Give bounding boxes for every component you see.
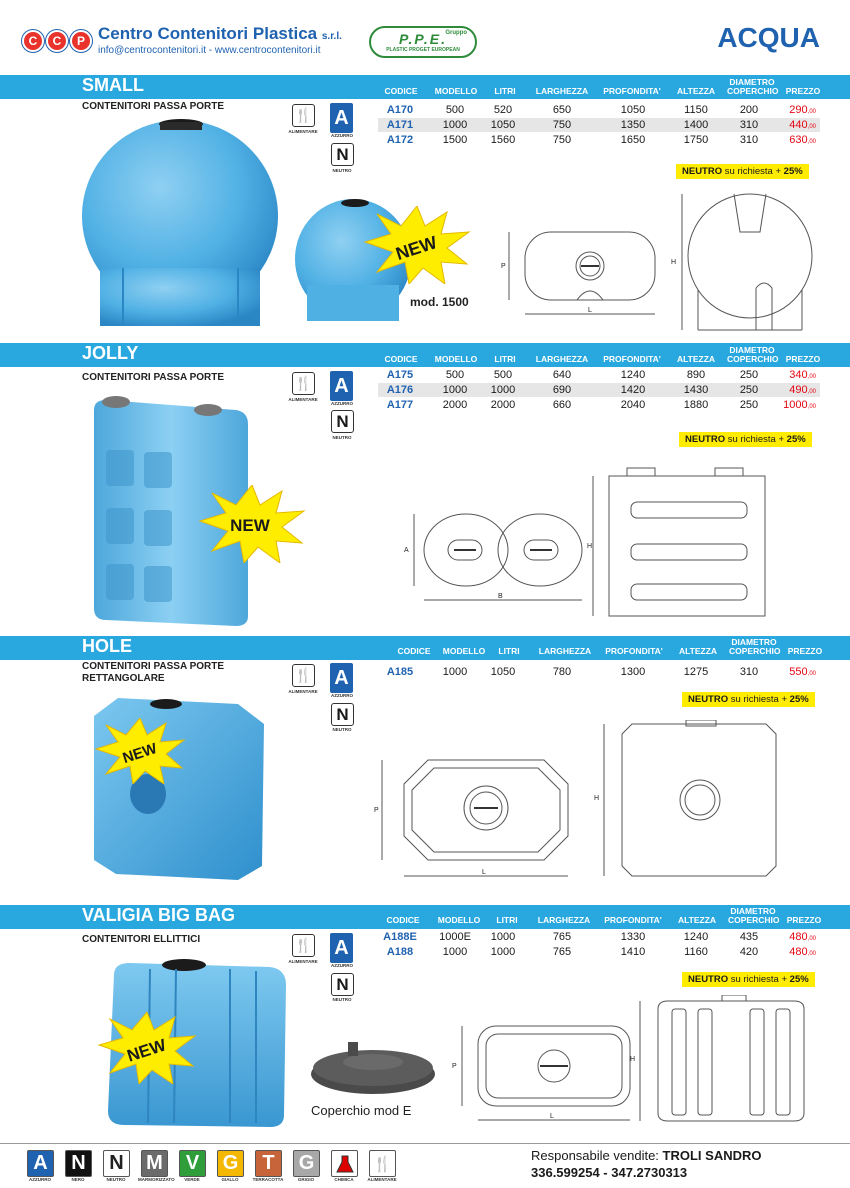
col-diametro xyxy=(727,346,777,364)
cell-modello: 1000 xyxy=(442,666,468,678)
col-prezzo: PREZZO xyxy=(785,354,821,364)
cell-prezzo xyxy=(774,368,816,384)
cell-modello: 1500 xyxy=(442,134,468,146)
price-suffix: ,00 xyxy=(807,374,816,380)
cell-litri: 1000 xyxy=(490,946,516,958)
alimentare-icon: 🍴 xyxy=(292,104,315,127)
col-profondita: PROFONDITA' xyxy=(603,354,661,364)
alimentare-label: ALIMENTARE xyxy=(288,397,318,402)
neutro-label: NEUTRO xyxy=(332,435,352,440)
alimentare-label: ALIMENTARE xyxy=(288,689,318,694)
ccp-logo-letter: C xyxy=(22,30,44,52)
price-value: 290 xyxy=(789,104,808,116)
company-name xyxy=(98,24,342,44)
cell-prezzo xyxy=(774,118,816,134)
section-subtitle-small: CONTENITORI PASSA PORTE xyxy=(82,101,225,112)
cell-codice: A188E xyxy=(383,931,417,943)
new-label: NEW xyxy=(124,1035,169,1066)
cell-litri: 1000 xyxy=(490,931,516,943)
drawing-front-small xyxy=(668,190,818,340)
neutro-word: NEUTRO xyxy=(688,694,729,705)
col-altezza: ALTEZZA xyxy=(677,915,717,925)
cell-codice: A171 xyxy=(386,119,414,131)
cell-modello: 1000 xyxy=(442,119,468,131)
col-diametro-line2: COPERCHIO xyxy=(729,646,781,656)
cell-diametro: 435 xyxy=(739,931,759,943)
col-diametro-line2: COPERCHIO xyxy=(728,915,780,925)
legend-icon-chimica xyxy=(331,1150,358,1177)
cell-diametro: 250 xyxy=(739,384,759,396)
ppe-gruppo: Gruppo xyxy=(445,30,467,36)
new-badge-small xyxy=(363,206,471,284)
col-altezza: ALTEZZA xyxy=(676,86,716,96)
section-title-hole: HOLE xyxy=(82,636,133,656)
cell-litri: 500 xyxy=(493,369,513,381)
phone-numbers[interactable]: 336.599254 - 347.2730313 xyxy=(531,1165,688,1180)
legend-icon-neutro: N xyxy=(103,1150,130,1177)
dim-l: L xyxy=(588,307,592,314)
tank-image-small-large xyxy=(78,118,288,333)
price-value: 630 xyxy=(789,134,808,146)
section-subtitle-valigia: CONTENITORI ELLITTICI xyxy=(82,934,201,945)
cell-prezzo xyxy=(774,103,816,119)
neutro-text: su richiesta + xyxy=(730,694,788,705)
col-prezzo: PREZZO xyxy=(787,646,823,656)
cell-modello: 1000E xyxy=(439,931,471,943)
cell-litri: 1560 xyxy=(490,134,516,146)
dim-h: H xyxy=(594,795,600,802)
cell-profondita: 1350 xyxy=(620,119,646,131)
legend-label: ALIMENTARE xyxy=(367,1177,397,1182)
price-suffix: ,00 xyxy=(807,389,816,395)
col-litri: LITRI xyxy=(496,915,518,925)
cell-modello: 1000 xyxy=(442,384,468,396)
col-diametro xyxy=(729,638,779,656)
cell-larghezza: 780 xyxy=(552,666,572,678)
sales-manager-label: Responsabile vendite: xyxy=(531,1148,659,1163)
subtitle-line2: RETTANGOLARE xyxy=(82,673,165,684)
cell-diametro: 250 xyxy=(739,369,759,381)
cell-profondita: 1300 xyxy=(620,666,646,678)
table-row xyxy=(378,368,820,382)
alimentare-icon: 🍴 xyxy=(292,372,315,395)
neutro-icon: N xyxy=(331,703,354,726)
azzurro-icon: A xyxy=(330,103,353,133)
price-value: 490 xyxy=(789,384,808,396)
legend-icon-giallo: G xyxy=(217,1150,244,1177)
cell-codice: A185 xyxy=(386,666,414,678)
drawing-front-valigia xyxy=(628,995,808,1127)
alimentare-icon: 🍴 xyxy=(292,934,315,957)
neutro-text: su richiesta + xyxy=(727,434,785,445)
neutro-label: NEUTRO xyxy=(332,997,352,1002)
dim-l: L xyxy=(482,869,486,876)
price-value: 1000 xyxy=(783,399,808,411)
col-prezzo: PREZZO xyxy=(785,86,821,96)
cell-profondita: 1650 xyxy=(620,134,646,146)
price-suffix: ,00 xyxy=(807,124,816,130)
price-suffix: ,00 xyxy=(807,951,816,957)
neutro-note-jolly xyxy=(679,432,812,447)
legend-label: GRIGIO xyxy=(297,1177,315,1182)
col-diametro-line1: DIAMETRO xyxy=(729,345,775,355)
ppe-logo xyxy=(369,26,477,58)
footer-divider xyxy=(0,1143,850,1144)
cell-diametro: 310 xyxy=(739,134,759,146)
dim-h: H xyxy=(671,259,677,266)
ccp-logo-letter: P xyxy=(70,30,92,52)
col-diametro-line1: DIAMETRO xyxy=(729,77,775,87)
cell-prezzo xyxy=(774,945,816,961)
cell-altezza: 1160 xyxy=(684,946,708,958)
neutro-icon: N xyxy=(331,410,354,433)
price-suffix: ,00 xyxy=(807,671,816,677)
legend-label: VERDE xyxy=(184,1177,200,1182)
alimentare-icon: 🍴 xyxy=(292,664,315,687)
dim-p: P xyxy=(374,807,379,814)
col-prezzo: PREZZO xyxy=(786,915,822,925)
cell-altezza: 1750 xyxy=(683,134,709,146)
neutro-text: su richiesta + xyxy=(724,166,782,177)
company-suffix: s.r.l. xyxy=(321,31,342,42)
azzurro-label: AZZURRO xyxy=(331,963,353,968)
col-diametro xyxy=(728,907,778,925)
new-badge-valigia xyxy=(97,1012,197,1084)
dim-l: L xyxy=(550,1113,554,1120)
cell-prezzo xyxy=(774,930,816,946)
table-row xyxy=(378,383,820,397)
cell-litri: 1050 xyxy=(490,666,516,678)
cell-modello: 2000 xyxy=(442,399,468,411)
cell-litri: 2000 xyxy=(490,399,516,411)
col-larghezza: LARGHEZZA xyxy=(535,86,589,96)
cell-prezzo xyxy=(774,133,816,149)
azzurro-icon: A xyxy=(330,933,353,963)
cell-altezza: 1430 xyxy=(683,384,709,396)
neutro-pct: 25% xyxy=(789,974,809,985)
cell-prezzo xyxy=(774,665,816,681)
cell-diametro: 420 xyxy=(739,946,759,958)
cell-codice: A177 xyxy=(386,399,414,411)
col-diametro-line2: COPERCHIO xyxy=(727,354,779,364)
col-altezza: ALTEZZA xyxy=(678,646,718,656)
cell-diametro: 310 xyxy=(739,666,759,678)
price-value: 440 xyxy=(789,119,808,131)
drawing-top-valigia xyxy=(448,1020,638,1132)
cell-codice: A175 xyxy=(386,369,414,381)
cell-larghezza: 660 xyxy=(552,399,572,411)
col-litri: LITRI xyxy=(494,86,516,96)
legend-icon-nero: N xyxy=(65,1150,92,1177)
new-label: NEW xyxy=(393,232,440,265)
col-diametro xyxy=(727,78,777,96)
col-modello: MODELLO xyxy=(442,646,486,656)
ccp-logo-letter: C xyxy=(46,30,68,52)
price-suffix: ,00 xyxy=(807,404,816,410)
cell-diametro: 200 xyxy=(739,104,759,116)
sales-manager-name: TROLI SANDRO xyxy=(662,1148,762,1163)
new-badge-hole xyxy=(94,718,186,784)
drawing-top-hole xyxy=(372,752,584,882)
legend-label: NERO xyxy=(71,1177,85,1182)
col-diametro-line2: COPERCHIO xyxy=(727,86,779,96)
dim-b: B xyxy=(498,593,503,600)
cell-modello: 1000 xyxy=(442,946,468,958)
col-modello: MODELLO xyxy=(434,354,478,364)
col-profondita: PROFONDITA' xyxy=(603,86,661,96)
cell-larghezza: 650 xyxy=(552,104,572,116)
col-diametro-line1: DIAMETRO xyxy=(730,906,776,916)
legend-label: MARMORIZZATO xyxy=(138,1177,175,1182)
cell-prezzo xyxy=(774,398,816,414)
neutro-word: NEUTRO xyxy=(682,166,723,177)
cell-modello: 500 xyxy=(445,104,465,116)
legend-label: AZZURRO xyxy=(29,1177,51,1182)
drawing-top-small xyxy=(495,220,675,320)
neutro-icon: N xyxy=(331,143,354,166)
new-badge-jolly xyxy=(198,485,306,563)
col-profondita: PROFONDITA' xyxy=(604,915,662,925)
subtitle-line1: CONTENITORI PASSA PORTE xyxy=(82,661,225,672)
table-row xyxy=(378,133,820,147)
cell-larghezza: 765 xyxy=(552,931,572,943)
dim-h: H xyxy=(630,1056,636,1063)
price-value: 340 xyxy=(789,369,808,381)
section-title-jolly: JOLLY xyxy=(82,343,139,363)
azzurro-icon: A xyxy=(330,371,353,401)
section-title-valigia: VALIGIA BIG BAG xyxy=(82,905,235,925)
drawing-front-hole xyxy=(590,720,780,880)
ppe-logo-text: P.P.E. xyxy=(398,31,448,47)
neutro-note-small xyxy=(676,164,809,179)
cell-profondita: 1330 xyxy=(620,931,646,943)
price-suffix: ,00 xyxy=(807,139,816,145)
col-litri: LITRI xyxy=(494,354,516,364)
cell-codice: A176 xyxy=(386,384,414,396)
neutro-icon: N xyxy=(331,973,354,996)
new-label: NEW xyxy=(120,740,160,768)
page-title: ACQUA xyxy=(717,22,820,53)
dim-a: A xyxy=(404,547,409,554)
legend-label: NEUTRO xyxy=(106,1177,126,1182)
cell-modello: 500 xyxy=(445,369,465,381)
legend-label: GIALLO xyxy=(221,1177,239,1182)
caption-lid: Coperchio mod E xyxy=(311,1103,412,1118)
neutro-word: NEUTRO xyxy=(685,434,726,445)
cell-profondita: 1240 xyxy=(620,369,646,381)
legend-icon-verde: V xyxy=(179,1150,206,1177)
price-suffix: ,00 xyxy=(807,936,816,942)
cell-larghezza: 765 xyxy=(552,946,572,958)
dim-h: H xyxy=(587,543,593,550)
col-modello: MODELLO xyxy=(434,86,478,96)
section-title-small: SMALL xyxy=(82,75,144,95)
azzurro-label: AZZURRO xyxy=(331,693,353,698)
cell-diametro: 310 xyxy=(739,119,759,131)
legend-icon-terracotta: T xyxy=(255,1150,282,1177)
cell-profondita: 1050 xyxy=(620,104,646,116)
legend-icon-marmorizzato: M xyxy=(141,1150,168,1177)
neutro-label: NEUTRO xyxy=(332,727,352,732)
cell-profondita: 2040 xyxy=(620,399,646,411)
neutro-label: NEUTRO xyxy=(332,168,352,173)
cell-codice: A172 xyxy=(386,134,414,146)
legend-icon-azzurro: A xyxy=(27,1150,54,1177)
drawing-front-jolly xyxy=(585,462,775,620)
drawing-top-jolly xyxy=(400,500,585,610)
alimentare-label: ALIMENTARE xyxy=(288,129,318,134)
col-larghezza: LARGHEZZA xyxy=(537,915,591,925)
table-row xyxy=(378,118,820,132)
price-value: 480 xyxy=(789,946,808,958)
cell-altezza: 1400 xyxy=(683,119,709,131)
page-header xyxy=(0,0,850,75)
cell-larghezza: 750 xyxy=(552,119,572,131)
col-larghezza: LARGHEZZA xyxy=(535,354,589,364)
cell-litri: 520 xyxy=(493,104,513,116)
cell-diametro: 250 xyxy=(739,399,759,411)
cell-larghezza: 750 xyxy=(552,134,572,146)
cell-larghezza: 690 xyxy=(552,384,572,396)
cell-altezza: 890 xyxy=(686,369,706,381)
neutro-note-hole xyxy=(682,692,815,707)
dim-p: P xyxy=(452,1063,457,1070)
col-codice: CODICE xyxy=(384,86,418,96)
table-row xyxy=(378,665,820,679)
company-contacts[interactable]: info@centrocontenitori.it - www.centrocontenitori.it xyxy=(98,45,321,56)
neutro-note-valigia xyxy=(682,972,815,987)
cell-altezza: 1275 xyxy=(683,666,709,678)
cell-prezzo xyxy=(774,383,816,399)
ppe-subtitle: PLASTIC PROGET EUROPEAN xyxy=(386,47,460,53)
azzurro-label: AZZURRO xyxy=(331,401,353,406)
section-subtitle-jolly: CONTENITORI PASSA PORTE xyxy=(82,372,225,383)
price-value: 480 xyxy=(789,931,808,943)
new-label: NEW xyxy=(230,516,270,535)
table-row xyxy=(378,103,820,117)
azzurro-icon: A xyxy=(330,663,353,693)
sales-manager xyxy=(531,1148,762,1163)
col-altezza: ALTEZZA xyxy=(676,354,716,364)
lid-image-mod-e xyxy=(308,1038,438,1100)
cell-larghezza: 640 xyxy=(552,369,572,381)
neutro-pct: 25% xyxy=(789,694,809,705)
caption-mod1500: mod. 1500 xyxy=(410,295,469,309)
azzurro-label: AZZURRO xyxy=(331,133,353,138)
neutro-pct: 25% xyxy=(783,166,803,177)
legend-icon-alimentare: 🍴 xyxy=(369,1150,396,1177)
alimentare-label: ALIMENTARE xyxy=(288,959,318,964)
cell-codice: A170 xyxy=(386,104,414,116)
price-suffix: ,00 xyxy=(807,109,816,115)
ccp-logo xyxy=(22,30,92,52)
cell-profondita: 1420 xyxy=(620,384,646,396)
company-name-text: Centro Contenitori Plastica xyxy=(98,24,318,43)
neutro-pct: 25% xyxy=(786,434,806,445)
cell-altezza: 1240 xyxy=(683,931,709,943)
col-diametro-line1: DIAMETRO xyxy=(731,637,777,647)
col-codice: CODICE xyxy=(384,354,418,364)
col-codice: CODICE xyxy=(397,646,431,656)
col-modello: MODELLO xyxy=(437,915,481,925)
cell-litri: 1050 xyxy=(490,119,516,131)
col-larghezza: LARGHEZZA xyxy=(538,646,592,656)
legend-label: TERRACOTTA xyxy=(252,1177,284,1182)
cell-profondita: 1410 xyxy=(620,946,646,958)
dim-p: P xyxy=(501,263,506,270)
legend-icon-grigio: G xyxy=(293,1150,320,1177)
section-subtitle-hole xyxy=(82,661,224,685)
price-value: 550 xyxy=(789,666,808,678)
cell-altezza: 1150 xyxy=(684,104,708,116)
col-litri: LITRI xyxy=(498,646,520,656)
legend-label: CHIMICA xyxy=(334,1177,354,1182)
table-row xyxy=(378,930,820,944)
cell-litri: 1000 xyxy=(490,384,516,396)
col-codice: CODICE xyxy=(386,915,420,925)
neutro-text: su richiesta + xyxy=(730,974,788,985)
table-row xyxy=(378,945,820,959)
cell-codice: A188 xyxy=(386,946,414,958)
neutro-word: NEUTRO xyxy=(688,974,729,985)
cell-altezza: 1880 xyxy=(683,399,709,411)
table-row xyxy=(378,398,820,412)
col-profondita: PROFONDITA' xyxy=(605,646,663,656)
